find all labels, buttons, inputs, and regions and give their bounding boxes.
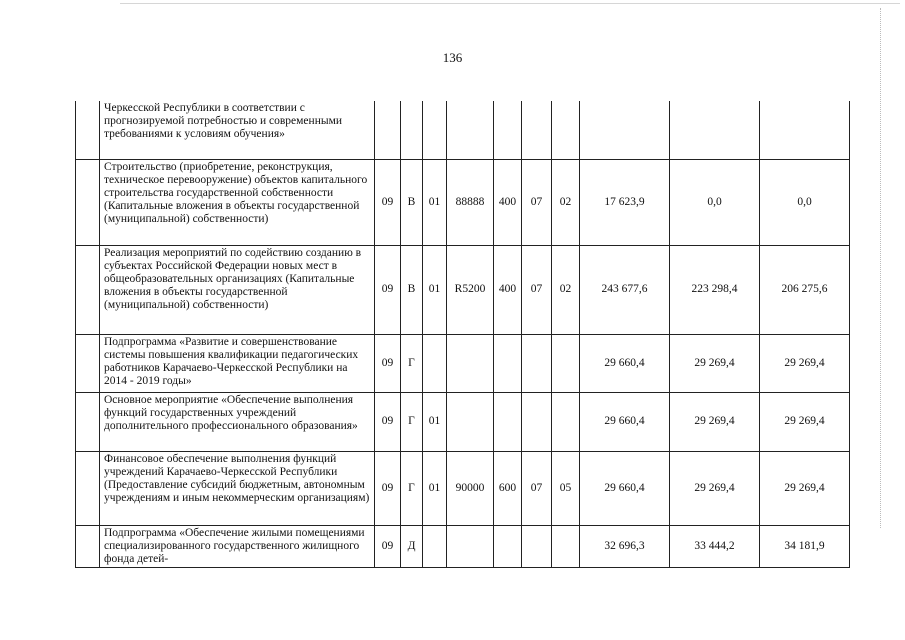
main-activity-code-cell (423, 101, 447, 159)
blank-margin-cell (76, 159, 100, 245)
program-code-cell: 09 (375, 392, 401, 451)
expense-type-cell (494, 101, 522, 159)
item-name-cell: Строительство (приобретение, реконструкция, техническое перевооружение) объектов капитального строительства государственной собственности (Капитальные вложения в объекты государственной (муниципальной) собственности) (100, 159, 375, 245)
main-activity-code-cell: 01 (423, 451, 447, 525)
blank-margin-cell (76, 525, 100, 567)
section-code-cell (522, 525, 552, 567)
subsection-code-cell: 05 (552, 451, 580, 525)
amount-year-3-cell (760, 101, 850, 159)
expense-type-cell: 400 (494, 159, 522, 245)
expense-type-cell: 600 (494, 451, 522, 525)
section-code-cell (522, 101, 552, 159)
scan-edge-mark (880, 8, 882, 528)
direction-code-cell (447, 334, 494, 392)
direction-code-cell: R5200 (447, 245, 494, 334)
table-row (76, 525, 850, 567)
amount-year-2-cell: 33 444,2 (670, 525, 760, 567)
page-top-rule (120, 3, 900, 4)
item-name-cell: Финансовое обеспечение выполнения функций учреждений Карачаево-Черкесской Республики (Предоставление субсидий бюджетным, автономным учреждениям и иным некоммерческим организациям) (100, 451, 375, 525)
direction-code-cell (447, 101, 494, 159)
section-code-cell: 07 (522, 451, 552, 525)
program-code-cell (375, 101, 401, 159)
direction-code-cell: 90000 (447, 451, 494, 525)
subsection-code-cell: 02 (552, 159, 580, 245)
amount-year-1-cell: 29 660,4 (580, 392, 670, 451)
amount-year-1-cell: 17 623,9 (580, 159, 670, 245)
expense-type-cell (494, 525, 522, 567)
blank-margin-cell (76, 334, 100, 392)
item-name-cell: Основное мероприятие «Обеспечение выполнения функций государственных учреждений дополнительного профессионального образования» (100, 392, 375, 451)
subprogram-code-cell (401, 101, 423, 159)
section-code-cell: 07 (522, 159, 552, 245)
amount-year-1-cell (580, 101, 670, 159)
subsection-code-cell (552, 101, 580, 159)
item-name-cell: Подпрограмма «Развитие и совершенствование системы повышения квалификации педагогических работников Карачаево-Черкесской Республики на 2014 - 2019 годы» (100, 334, 375, 392)
blank-margin-cell (76, 101, 100, 159)
item-name-cell: Черкесской Республики в соответствии с прогнозируемой потребностью и современными требованиями к условиям обучения» (100, 101, 375, 159)
amount-year-1-cell: 243 677,6 (580, 245, 670, 334)
main-activity-code-cell (423, 334, 447, 392)
main-activity-code-cell: 01 (423, 392, 447, 451)
amount-year-2-cell: 223 298,4 (670, 245, 760, 334)
blank-margin-cell (76, 245, 100, 334)
main-activity-code-cell: 01 (423, 245, 447, 334)
section-code-cell: 07 (522, 245, 552, 334)
page-number: 136 (442, 50, 463, 65)
amount-year-1-cell: 29 660,4 (580, 334, 670, 392)
program-code-cell: 09 (375, 451, 401, 525)
section-code-cell (522, 334, 552, 392)
table-row (76, 101, 850, 159)
subsection-code-cell: 02 (552, 245, 580, 334)
amount-year-2-cell (670, 101, 760, 159)
expense-type-cell: 400 (494, 245, 522, 334)
subprogram-code-cell: Д (401, 525, 423, 567)
budget-table (75, 101, 850, 568)
amount-year-3-cell: 0,0 (760, 159, 850, 245)
subprogram-code-cell: Г (401, 334, 423, 392)
item-name-cell: Подпрограмма «Обеспечение жилыми помещениями специализированного государственного жилищного фонда детей- (100, 525, 375, 567)
section-code-cell (522, 392, 552, 451)
main-activity-code-cell (423, 525, 447, 567)
direction-code-cell (447, 525, 494, 567)
amount-year-1-cell: 29 660,4 (580, 451, 670, 525)
budget-table-body (76, 101, 850, 567)
subprogram-code-cell: В (401, 245, 423, 334)
amount-year-2-cell: 29 269,4 (670, 392, 760, 451)
amount-year-2-cell: 29 269,4 (670, 334, 760, 392)
amount-year-3-cell: 29 269,4 (760, 392, 850, 451)
direction-code-cell: 88888 (447, 159, 494, 245)
subprogram-code-cell: Г (401, 392, 423, 451)
program-code-cell: 09 (375, 525, 401, 567)
subprogram-code-cell: В (401, 159, 423, 245)
amount-year-2-cell: 29 269,4 (670, 451, 760, 525)
direction-code-cell (447, 392, 494, 451)
program-code-cell: 09 (375, 245, 401, 334)
subprogram-code-cell: Г (401, 451, 423, 525)
program-code-cell: 09 (375, 159, 401, 245)
amount-year-3-cell: 206 275,6 (760, 245, 850, 334)
table-row (76, 392, 850, 451)
amount-year-3-cell: 34 181,9 (760, 525, 850, 567)
expense-type-cell (494, 334, 522, 392)
program-code-cell: 09 (375, 334, 401, 392)
subsection-code-cell (552, 392, 580, 451)
table-row (76, 245, 850, 334)
amount-year-1-cell: 32 696,3 (580, 525, 670, 567)
item-name-cell: Реализация мероприятий по содействию созданию в субъектах Российской Федерации новых мест в общеобразовательных организациях (Капитальные вложения в объекты государственной (муниципальной) собственности) (100, 245, 375, 334)
expense-type-cell (494, 392, 522, 451)
subsection-code-cell (552, 334, 580, 392)
blank-margin-cell (76, 451, 100, 525)
main-activity-code-cell: 01 (423, 159, 447, 245)
table-row (76, 159, 850, 245)
amount-year-2-cell: 0,0 (670, 159, 760, 245)
subsection-code-cell (552, 525, 580, 567)
blank-margin-cell (76, 392, 100, 451)
table-row (76, 451, 850, 525)
table-row (76, 334, 850, 392)
amount-year-3-cell: 29 269,4 (760, 451, 850, 525)
amount-year-3-cell: 29 269,4 (760, 334, 850, 392)
